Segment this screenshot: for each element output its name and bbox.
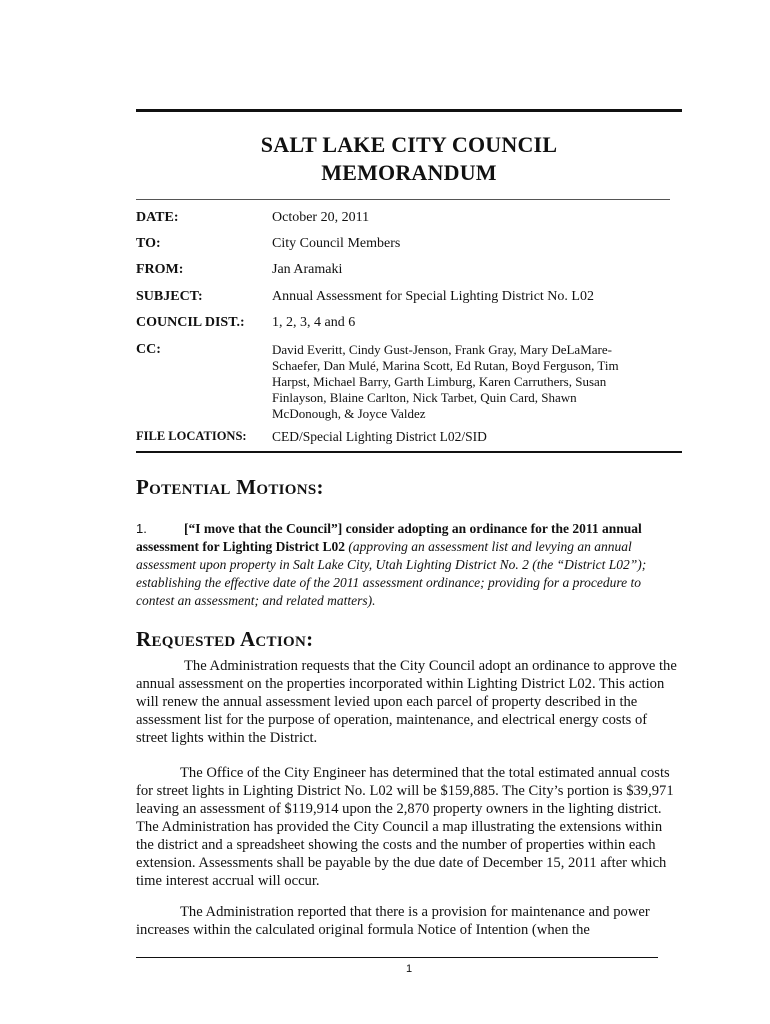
to-value: City Council Members — [272, 236, 401, 251]
cc-label: CC: — [136, 342, 161, 357]
footer-rule — [136, 957, 658, 958]
requested-action-paragraph-2: The Office of the City Engineer has determined that the total estimated annual costs for street lights in Lighting District No. L02 will be $159,885. The City’s portion is $39,971 leaving an assessment of $119,914 upon the 2,870 property owners in the lighting district. The Administration has provided the City Council a map illustrating the extensions within the district and a spreadsheet showing the costs and the number of properties within each extension. Assessments shall be payable by the due date of December 15, 2011 after which time interest accrual will occur. — [136, 765, 674, 889]
cc-line: Harpst, Michael Barry, Garth Limburg, Karen Carruthers, Susan — [272, 374, 607, 389]
from-label: FROM: — [136, 262, 184, 277]
cc-line: David Everitt, Cindy Gust-Jenson, Frank Gray, Mary DeLaMare- — [272, 342, 612, 357]
motion-italic-text: (approving an assessment list and levying an annual assessment upon property in Salt Lake City, Utah Lighting District No. 2 (the “District L02”); establishing the effective date of the 2011 assessment ordinance; providing for a procedure to contest an assessment; and related matters). — [136, 539, 647, 608]
to-label: TO: — [136, 236, 161, 251]
motion-number: 1. — [136, 521, 147, 536]
requested-action-paragraph-1: The Administration requests that the City Council adopt an ordinance to approve the annual assessment on the properties incorporated within Lighting District L02. This action will renew the annual assessment levied upon each parcel of property described in the assessment list for the purpose of operation, maintenance, and electrical energy costs of street lights within the District. — [136, 658, 677, 746]
date-label: DATE: — [136, 210, 179, 225]
date-value: October 20, 2011 — [272, 210, 370, 225]
file-locations-label: FILE LOCATIONS: — [136, 429, 247, 443]
memo-title-line1: SALT LAKE CITY COUNCIL — [260, 132, 558, 157]
council-dist-label: COUNCIL DIST.: — [136, 315, 245, 330]
potential-motions-heading: Potential Motions: — [136, 475, 324, 499]
memo-title-line2: MEMORANDUM — [321, 160, 497, 185]
page-number: 1 — [405, 963, 413, 975]
requested-action-paragraph-3: The Administration reported that there is a provision for maintenance and power increases within the calculated original formula Notice of Intention (when the — [136, 904, 650, 938]
file-locations-value: CED/Special Lighting District L02/SID — [272, 429, 487, 444]
motion-item — [136, 520, 682, 610]
cc-line: Schaefer, Dan Mulé, Marina Scott, Ed Rutan, Boyd Ferguson, Tim — [272, 358, 619, 373]
council-dist-value: 1, 2, 3, 4 and 6 — [272, 315, 356, 330]
subject-value: Annual Assessment for Special Lighting District No. L02 — [272, 289, 594, 304]
requested-action-heading: Requested Action: — [136, 627, 314, 651]
subject-label: SUBJECT: — [136, 289, 203, 304]
header-divider — [136, 451, 682, 453]
cc-line: Finlayson, Blaine Carlton, Nick Tarbet, Quin Card, Shawn — [272, 390, 577, 405]
from-value: Jan Aramaki — [272, 262, 343, 277]
title-divider — [136, 199, 670, 200]
cc-recipients — [272, 342, 644, 422]
cc-line: McDonough, & Joyce Valdez — [272, 406, 426, 421]
motion-bold-text: [“I move that the Council”] consider adopting an ordinance for the 2011 annual assessment for Lighting District L02 — [136, 521, 642, 554]
top-rule — [136, 109, 682, 112]
